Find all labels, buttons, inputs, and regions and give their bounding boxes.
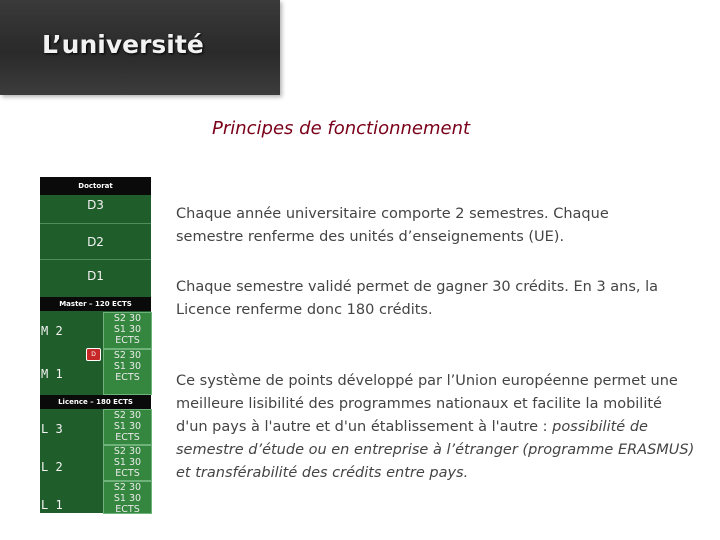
ects-text-regular: Ce système de points développé par l’Union européenne permet une meilleure lisibilité des programmes nationaux et facilite la mobilité d'un pays à l'autre et d'un établissement à l'autre : <box>176 373 678 435</box>
ects-text-italic: possibilité de semestre d’étude ou en entreprise à l’étranger (programme ERASMUS) et transférabilité des crédits entre pays. <box>176 419 695 481</box>
title-bar <box>0 0 280 95</box>
semester-s1: S1 30 <box>113 457 142 468</box>
licence-header: Licence – 180 ECTS <box>40 395 151 409</box>
semester-box-l1 <box>103 481 152 514</box>
semester-box-m1 <box>103 349 152 395</box>
year-d3: D3 <box>87 198 104 212</box>
divider <box>40 259 151 260</box>
year-d2: D2 <box>87 235 104 249</box>
semester-s1: S1 30 <box>113 324 142 335</box>
paragraph-credits: Chaque semestre validé permet de gagner 30 crédits. En 3 ans, la Licence renferme donc 180 crédits. <box>176 279 659 318</box>
cycle-l2: L 2 <box>41 460 63 474</box>
semester-s2: S2 30 <box>113 313 142 324</box>
cycle-l3: L 3 <box>41 422 63 436</box>
semester-s2: S2 30 <box>113 350 142 361</box>
semester-s1: S1 30 <box>113 361 142 372</box>
semester-s2: S2 30 <box>113 482 142 493</box>
semester-s1: S1 30 <box>113 493 142 504</box>
doctorat-badge: D <box>86 348 101 361</box>
doctorat-header: Doctorat <box>40 177 151 195</box>
semester-box-l2 <box>103 445 152 481</box>
ects-label: ECTS <box>115 372 140 383</box>
semester-box-m2 <box>103 312 152 349</box>
divider <box>40 223 151 224</box>
semester-box-l3 <box>103 409 152 445</box>
page-title: L’université <box>42 30 204 59</box>
section-subtitle: Principes de fonctionnement <box>212 118 471 139</box>
ects-label: ECTS <box>115 335 140 346</box>
lmd-diagram <box>40 177 151 513</box>
semester-s2: S2 30 <box>113 446 142 457</box>
paragraph-semesters: Chaque année universitaire comporte 2 semestres. Chaque semestre renferme des unités d’enseignements (UE). <box>176 206 609 245</box>
paragraph-ects-system <box>176 370 696 485</box>
ects-label: ECTS <box>115 504 140 515</box>
ects-label: ECTS <box>115 432 140 443</box>
cycle-m1: M 1 <box>41 367 63 381</box>
cycle-l1: L 1 <box>41 498 63 512</box>
semester-s2: S2 30 <box>113 410 142 421</box>
year-d1: D1 <box>87 269 104 283</box>
master-header: Master – 120 ECTS <box>40 297 151 311</box>
semester-s1: S1 30 <box>113 421 142 432</box>
ects-label: ECTS <box>115 468 140 479</box>
cycle-m2: M 2 <box>41 324 63 338</box>
